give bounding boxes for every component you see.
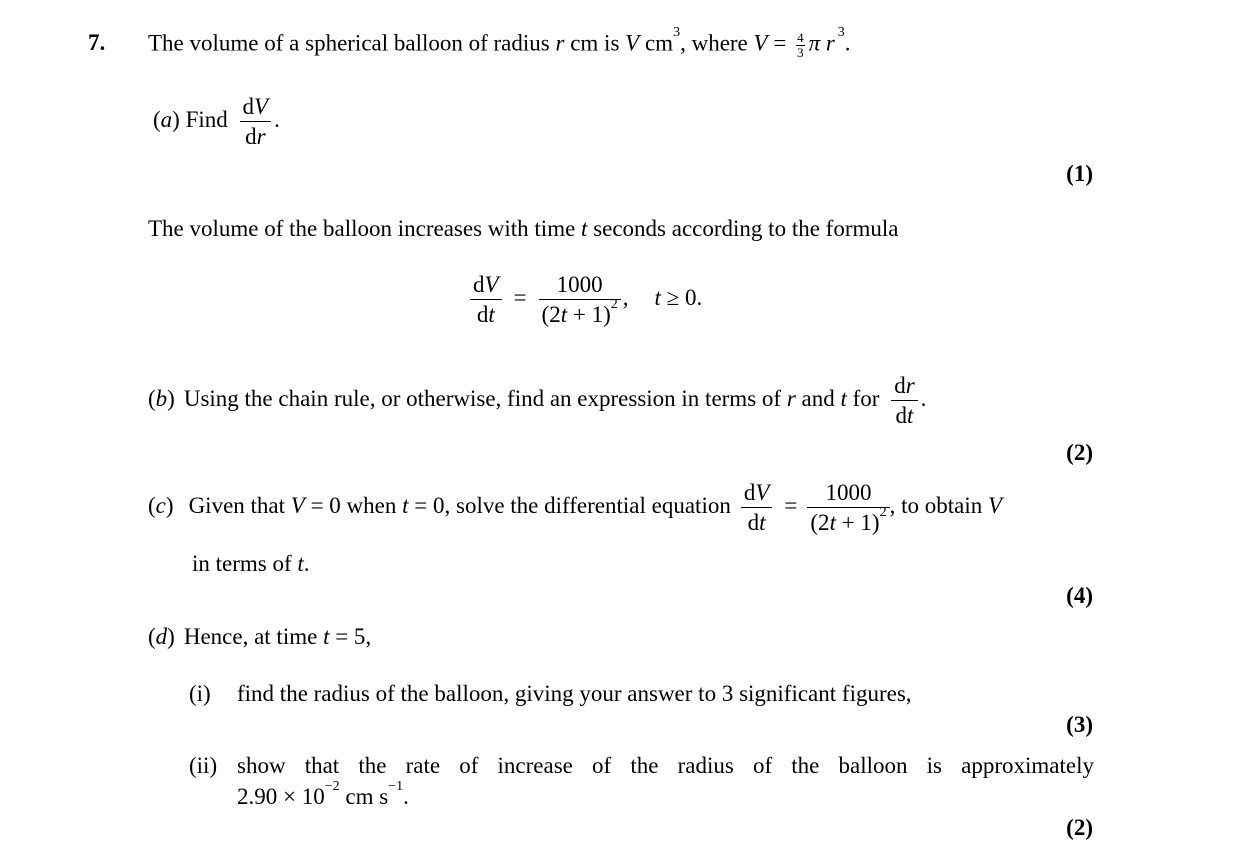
part-d-ii-label: (ii): [189, 753, 218, 778]
marks-d-i: (3): [1066, 712, 1093, 737]
part-b: (b) Using the chain rule, or otherwise, find an expression in terms of r and t for $\frac{dr}{dt}$ .: [148, 373, 927, 428]
part-c: (c) Given that V = 0 when t = 0, solve the differential equation $\frac{dV}{dt}$ = $\frac{1000}{(2t + 1)^2}$ , to obtain V: [148, 480, 1003, 535]
marks-a: (1): [1066, 161, 1093, 186]
rate-rhs-fraction: $\frac{1000}{(2t + 1)^2}$: [539, 273, 621, 326]
part-d-ii-line2: $2.90 \times 10^{-2}$ cm $s^{-1}$.: [237, 779, 409, 809]
rate-formula: $\frac{dV}{dt}$ = $\frac{1000}{(2t + 1)^2}$ , t ≥ 0.: [470, 273, 702, 326]
dV-dr-fraction: $\frac{dV}{dr}$: [240, 95, 272, 148]
context-text: The volume of the balloon increases with time t seconds according to the formula: [148, 216, 899, 241]
part-d-i-text: find the radius of the balloon, giving your answer to 3 significant figures,: [237, 681, 912, 706]
marks-b: (2): [1066, 440, 1093, 465]
part-d-ii-line1: show that the rate of increase of the radius of the balloon is approximately: [237, 753, 1094, 778]
rate-rhs-fraction-c: $\frac{1000}{(2t + 1)^2}$: [807, 481, 889, 534]
part-c-line2: in terms of t.: [192, 551, 310, 576]
dV-dt-fraction: $\frac{dV}{dt}$: [470, 273, 502, 326]
question-number: 7.: [88, 30, 106, 55]
dV-dt-fraction-c: $\frac{dV}{dt}$: [741, 481, 773, 534]
part-a: (a) Find $\frac{dV}{dr}$ .: [153, 94, 280, 149]
marks-c: (4): [1066, 583, 1093, 608]
dr-dt-fraction: $\frac{dr}{dt}$: [891, 374, 917, 427]
marks-d-ii: (2): [1066, 815, 1093, 840]
four-thirds-fraction: $\frac{4}{3}$: [797, 30, 804, 60]
question-intro: The volume of a spherical balloon of radius r cm is V $cm^3$, where V = $\frac{4}{3}$ π r $^3$.: [148, 25, 851, 60]
part-d-i-label: (i): [189, 681, 211, 706]
part-d: (d) Hence, at time t = 5,: [148, 624, 372, 649]
